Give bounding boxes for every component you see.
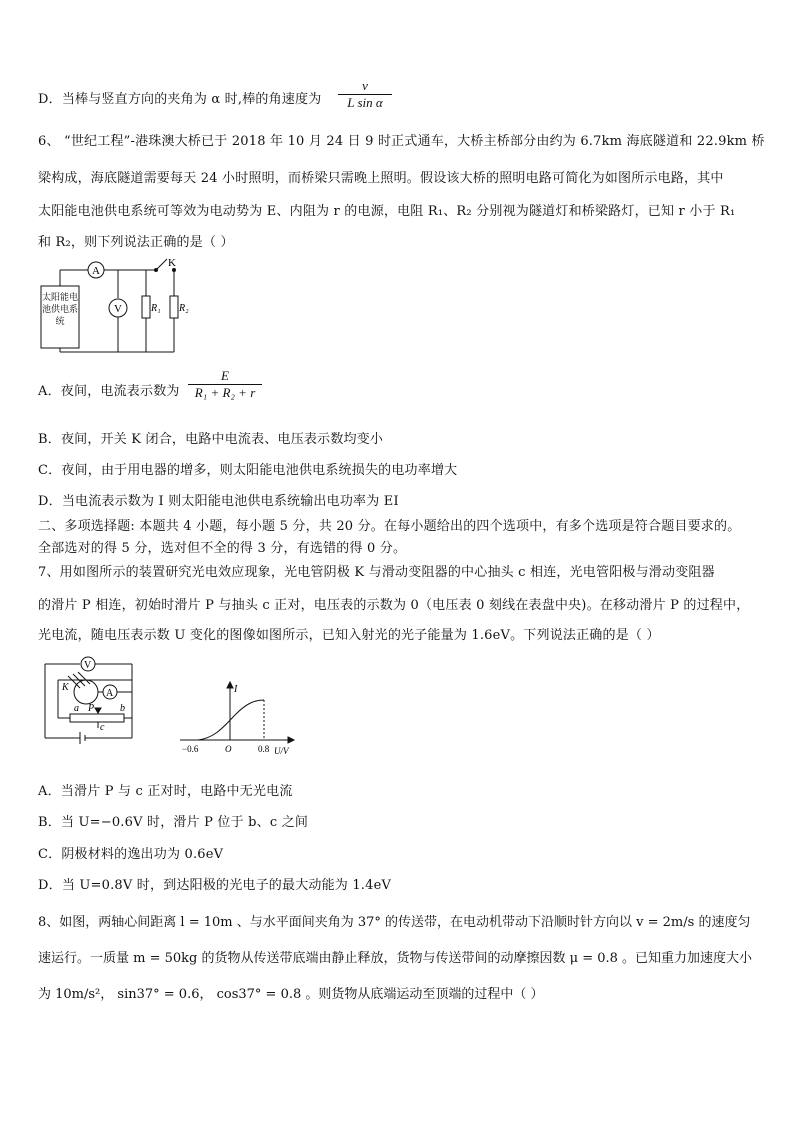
q7-stem-line-2: 的滑片 P 相连，初始时滑片 P 与抽头 c 正对，电压表的示数为 0（电压表 0 刻线在表盘中央)。在移动滑片 P 的过程中，: [38, 598, 750, 613]
q6-fraction-numerator: E: [188, 368, 262, 385]
q7-iu-graph: [176, 680, 296, 760]
section2-instruction-line-1: 二、多项选择题: 本题共 4 小题，每小题 5 分，共 20 分。在每小题给出的四个选项中，有多个选项是符合题目要求的。: [38, 519, 741, 534]
q7-tick-zero: O: [225, 744, 232, 754]
q6-stem-line-3: 太阳能电池供电系统可等效为电动势为 E、内阻为 r 的电源，电阻 R₁、R₂ 分别视为隧道灯和桥梁路灯，已知 r 小于 R₁: [38, 204, 736, 219]
q6-voltmeter-label: V: [114, 303, 122, 315]
q7-cathode-label: K: [62, 682, 69, 693]
q6-option-c: C．夜间，由于用电器的增多，则太阳能电池供电系统损失的电功率增大: [38, 463, 458, 478]
q6-stem-line-2: 梁构成，海底隧道需要每天 24 小时照明，而桥梁只需晚上照明。假设该大桥的照明电路可简化为如图所示电路，其中: [38, 171, 724, 186]
q7-ammeter-label: A: [106, 688, 114, 699]
q5-option-d: D．当棒与竖直方向的夹角为 α 时,棒的角速度为: [38, 92, 322, 107]
q7-p-label: P: [88, 703, 95, 714]
q7-option-b: B．当 U=−0.6V 时，滑片 P 位于 b、c 之间: [38, 815, 309, 830]
q6-option-a: A．夜间，电流表示数为: [38, 384, 180, 399]
q6-circuit-diagram: [36, 256, 196, 356]
q7-photoelectric-circuit: [40, 656, 140, 760]
q7-c-label: c: [100, 722, 105, 733]
q7-curve: [198, 700, 264, 740]
q7-stem-line-1: 7、用如图所示的装置研究光电效应现象，光电管阴极 K 与滑动变阻器的中心抽头 c 相连，光电管阳极与滑动变阻器: [38, 565, 715, 580]
q7-rheostat: [70, 714, 124, 722]
q7-voltmeter-label: V: [84, 660, 92, 671]
q7-a-label: a: [74, 703, 79, 714]
q6-stem-line-1: 6、 “世纪工程”-港珠澳大桥已于 2018 年 10 月 24 日 9 时正式通车，大桥主桥部分由约为 6.7km 海底隧道和 22.9km 桥: [38, 134, 765, 149]
q6-option-b: B．夜间，开关 K 闭合，电路中电流表、电压表示数均变小: [38, 432, 384, 447]
q6-ammeter-label: A: [92, 265, 100, 277]
q5-fraction-numerator: v: [338, 78, 392, 95]
q7-tick-pos: 0.8: [258, 744, 270, 754]
q5-option-d-fraction: [338, 78, 392, 111]
q6-r1-label: R₁: [151, 303, 161, 314]
q6-r2-resistor: [170, 296, 178, 318]
q7-option-a: A．当滑片 P 与 c 正对时，电路中无光电流: [38, 784, 293, 799]
q7-option-c: C．阴极材料的逸出功为 0.6eV: [38, 847, 224, 862]
q6-stem-line-4: 和 R₂，则下列说法正确的是（ ）: [38, 235, 234, 250]
q6-r1-resistor: [142, 296, 150, 318]
q6-fraction-denominator: R₁ + R₂ + r: [194, 385, 256, 400]
q7-photocell-icon: [74, 680, 98, 704]
q8-stem: 8、如图，两轴心间距离 l = 10m 、与水平面间夹角为 37° 的传送带，在电动机带动下沿顺时针方向以 v = 2m/s 的速度匀速运行。一质量 m = 50kg 的货物从传送带底端由静止释放，货物与传送带间的动摩擦因数 μ = 0.8 。已知重力加速度大小为 10m/s²， sin37° = 0.6， cos37° = 0.8 。则货物从底端运动至顶端的过程中（ ）: [38, 915, 753, 1002]
q6-r2-label: R₂: [179, 303, 189, 314]
q7-option-d: D．当 U=0.8V 时，到达阳极的光电子的最大动能为 1.4eV: [38, 878, 392, 893]
q6-option-d: D．当电流表示数为 I 则太阳能电池供电系统输出电功率为 EI: [38, 494, 399, 509]
q6-switch-label: K: [168, 257, 176, 269]
q5-fraction-denominator: L sin α: [347, 95, 383, 110]
q7-y-label: I: [234, 684, 238, 695]
q7-x-label: U/V: [274, 746, 289, 756]
q7-b-label: b: [120, 703, 125, 714]
q7-tick-neg: −0.6: [182, 744, 199, 754]
q6-option-a-fraction: [188, 368, 262, 401]
q6-source-label: 太阳能电池供电系统: [42, 293, 78, 327]
section2-instruction-line-2: 全部选对的得 5 分，选对但不全的得 3 分，有选错的得 0 分。: [38, 541, 407, 556]
q7-stem-line-3: 光电流，随电压表示数 U 变化的图像如图所示，已知入射光的光子能量为 1.6eV。下列说法正确的是（ ）: [38, 628, 660, 643]
